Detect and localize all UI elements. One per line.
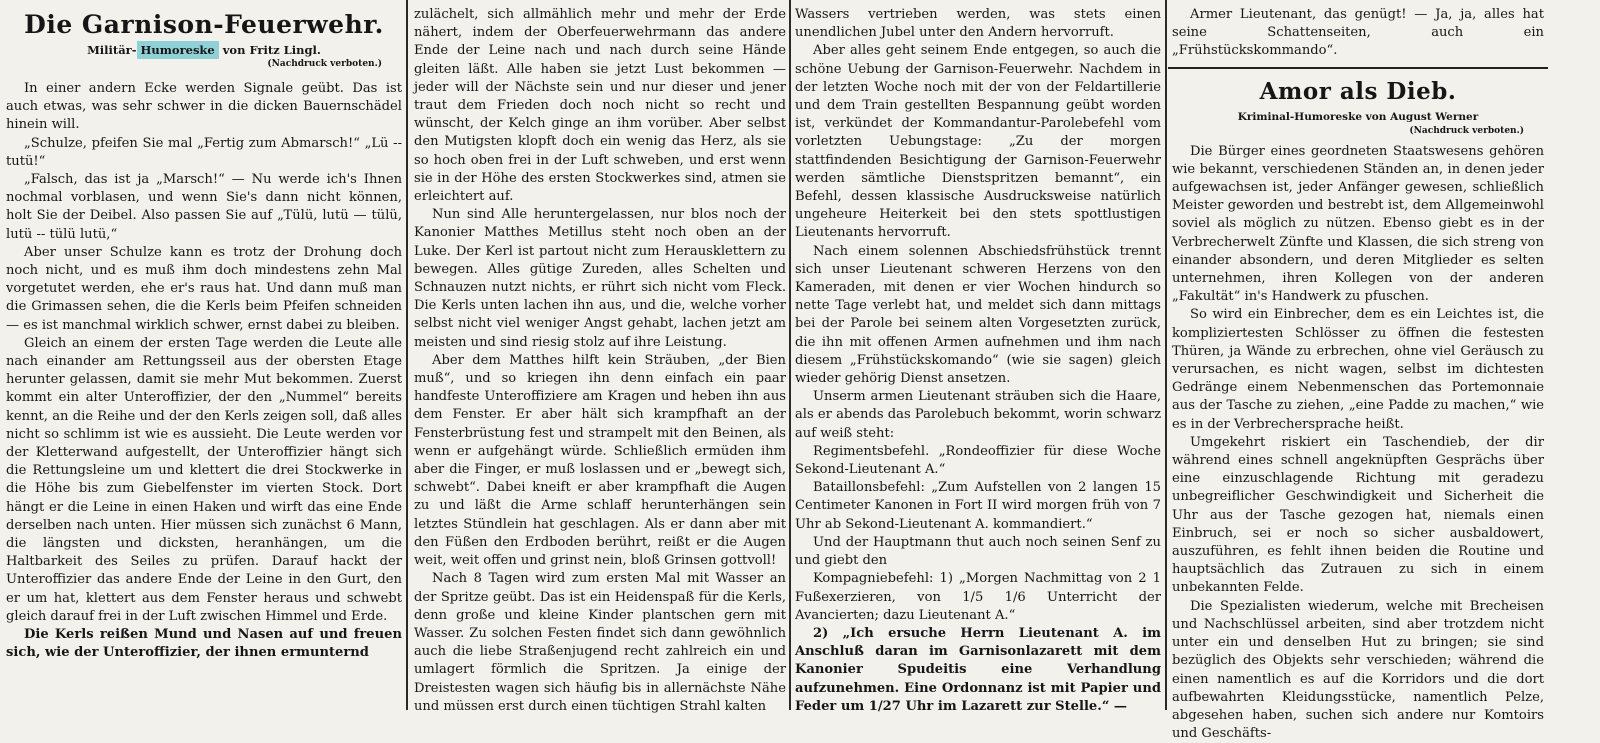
paragraph: „Schulze, pfeifen Sie mal „Fertig zum Abmarsch!“ „Lü -- tutü!“ xyxy=(6,135,402,169)
byline-prefix: Militär- xyxy=(87,43,137,57)
column-4 xyxy=(1172,6,1544,742)
article1-column-3 xyxy=(795,6,1161,714)
paragraph: Regimentsbefehl. „Rondeoffizier für diese Woche Sekond-Lieutenant A.“ xyxy=(795,443,1161,478)
paragraph: Unserm armen Lieutenant sträuben sich die Haare, als er abends das Parolebuch bekommt, worin schwarz auf weiß steht: xyxy=(795,389,1161,441)
byline-highlight: Humoreske xyxy=(137,41,219,59)
paragraph: Nach 8 Tagen wird zum ersten Mal mit Wasser an der Spritze geübt. Das ist ein Heidenspaß für die Kerls, denn große und kleine Kinder plantschen gern mit Wasser. Zu solchen Festen findet sich dann gewöhnlich auch die liebe Straßenjugend recht zahlreich ein und umlagert förmlich die Spritzen. Ja einige der Dreistesten wagen sich häufig bis in allernächste Nähe und müssen erst durch einen tüchtigen Strahl kalten xyxy=(414,571,786,714)
reprint-note: (Nachdruck verboten.) xyxy=(267,59,382,69)
paragraph: Nach einem solennen Abschiedsfrühstück trennt sich unser Lieutenant schweren Herzens von den Kameraden, mit denen er vier Wochen hindurch so nette Tage verlebt hat, und meldet sich dann mittags bei der Parole bei seinem alten Vorgesetzten zurück, die ihn mit offenen Armen aufnehmen und ihm nach diesem „Frühstückskomando“ (wie sie sagen) gleich wieder gehörig Dienst ansetzen. xyxy=(795,243,1161,387)
article1-byline xyxy=(6,42,402,58)
article1-column-1 xyxy=(6,6,402,706)
paragraph: „Falsch, das ist ja „Marsch!“ — Nu werde ich's Ihnen nochmal vorblasen, und wenn Sie's dann nicht können, holt Sie der Deibel. Also passen Sie auf „Tülü, lutü — tülü, lutü -- tülü lutü,“ xyxy=(6,172,402,242)
article1-column-2 xyxy=(414,6,786,714)
paragraph: Bataillonsbefehl: „Zum Aufstellen von 2 langen 15 Centimeter Kanonen in Fort II wird morgen früh von 7 Uhr ab Sekond-Lieutenant A. kommandiert.“ xyxy=(795,480,1161,532)
paragraph: Und der Hauptmann thut auch noch seinen Senf zu und giebt den xyxy=(795,534,1161,569)
paragraph: Aber alles geht seinem Ende entgegen, so auch die schöne Uebung der Garnison-Feuerwehr. Nachdem in der letzten Woche noch mit der von der Feldartillerie und dem Train gestellten Bespannung geübt worden ist, verkündet der Kommandantur-Parolebefehl vom vorletzten Uebungstage: „Zu der morgen stattfindenden Besichtigung der Garnison-Feuerwehr werden sämtliche Dienstspritzen bemannt“, ein Befehl, dessen klassische Ausdrucksweise natürlich ungeheure Heiterkeit bei den stets spottlustigen Lieutenants hervorruft. xyxy=(795,43,1161,241)
paragraph: Aber unser Schulze kann es trotz der Drohung doch noch nicht, und es muß ihm doch mindestens zehn Mal vorgetutet werden, ehe er's raus hat. Und dann muß man die Grimassen sehen, die die Kerls beim Pfeifen schneiden — es ist manchmal wirklich schwer, ernst dabei zu bleiben. xyxy=(6,244,402,333)
paragraph: Die Bürger eines geordneten Staatswesens gehören wie bekannt, verschiedenen Ständen an, in denen jeder aufgewachsen ist, jeder Anfänger gewesen, schließlich Meister geworden und bestrebt ist, dem Allgemeinwohl soviel als möglich zu nützen. Ebenso giebt es in der Verbrecherwelt Zünfte und Klassen, die sich streng von einander absondern, und deren Mitglieder es selten unternehmen, ihren Kollegen von der anderen „Fakultät“ in's Handwerk zu pfuschen. xyxy=(1172,143,1544,305)
paragraph: Umgekehrt riskiert ein Taschendieb, der dir während eines schnell angeknüpften Gesprächs über eine einzuschlagende Richtung mit geradezu unbegreiflicher Geschwindigkeit und Sicherheit die Uhr aus der Tasche gezogen hat, niemals einen Einbruch, sei er noch so sicher ausbaldowert, auszuführen, es fehlt ihnen beiden die Routine und hauptsächlich das Zutrauen zu sich in einem unbekannten Felde. xyxy=(1172,434,1544,596)
paragraph: Kompagniebefehl: 1) „Morgen Nachmittag von 2 1 Fußexerzieren, von 1/5 1/6 Unterricht der Avancierten; dazu Lieutenant A.“ xyxy=(795,571,1161,623)
paragraph: 2) „Ich ersuche Herrn Lieutenant A. im Anschluß daran im Garnisonlazarett mit dem Kanonier Spudeitis eine Verhandlung aufzunehmen. Eine Ordonnanz ist mit Papier und Feder um 1/27 Uhr im Lazarett zur Stelle.“ — xyxy=(795,625,1161,714)
column-divider xyxy=(789,0,791,710)
column-divider xyxy=(406,0,408,710)
paragraph: Armer Lieutenant, das genügt! — Ja, ja, alles hat seine Schattenseiten, auch ein „Frühstückskommando“. xyxy=(1172,7,1544,59)
article-separator xyxy=(1168,67,1548,69)
article2-byline: Kriminal-Humoreske von August Werner xyxy=(1237,110,1479,123)
column-divider xyxy=(1165,0,1167,710)
paragraph: Gleich an einem der ersten Tage werden die Leute alle nach einander am Rettungsseil aus der obersten Etage herunter gelassen, damit sie mehr Mut bekommen. Zuerst kommt ein alter Unteroffizier, der den „Nummel“ bereits kennt, an die Reihe und der den Kerls zeigen soll, daß alles nicht so schlimm ist wie es aussieht. Die Leute werden vor der Kletterwand aufgestellt, der Unteroffizier hängt sich die Rettungsleine um und klettert die drei Stockwerke in die Höhe bis zum Giebelfenster im vierten Stock. Dort hängt er die Leine in einen Haken und wirft das eine Ende derselben nach unten. Hier müssen sich zunächst 6 Mann, die längsten und dicksten, heranhängen, um die Haltbarkeit des Seiles zu prüfen. Darauf hackt der Unteroffizier das andere Ende der Leine in den Gurt, den er um hat, klettert aus dem Fenster heraus und schwebt gleich darauf frei in der Luft zwischen Himmel und Erde. xyxy=(6,335,402,624)
article2-reprint-note: (Nachdruck verboten.) xyxy=(1409,125,1524,136)
paragraph: zulächelt, sich allmählich mehr und mehr der Erde nähert, indem der Oberfeuerwehrmann das andere Ende der Leine nach und nach durch seine Hände gleiten läßt. Alle haben sie jetzt Lust bekommen — jeder will der Nächste sein und nur dieser und jener traut dem Frieden doch noch nicht so recht und wünscht, der Kelch ginge an ihm vorüber. Aber selbst den Mutigsten klopft doch ein wenig das Herz, als sie so hoch oben frei in der Luft schweben, und erst wenn sie in der Höhe des ersten Stockwerkes sind, atmen sie erleichtert auf. xyxy=(414,7,786,205)
article2-title: Amor als Dieb. xyxy=(1259,77,1457,105)
paragraph: Die Kerls reißen Mund und Nasen auf und freuen sich, wie der Unteroffizier, der ihnen ermunternd xyxy=(6,627,402,661)
paragraph: Aber dem Matthes hilft kein Sträuben, „der Bien muß“, und so kriegen ihn denn einfach ein paar handfeste Unteroffiziere am Kragen und heben ihn aus dem Fenster. Er aber hält sich krampfhaft an der Fensterbrüstung fest und strampelt mit den Beinen, als wenn er aufgehängt würde. Schließlich ermüden ihm aber die Finger, er muß loslassen und er „bewegt sich, schwebt“. Dabei kneift er aber krampfhaft die Augen zu und läßt die Arme schlaff herunterhängen sein letztes Stündlein hat geschlagen. Als er dann aber mit den Füßen den Erdboden berührt, reißt er die Augen weit, weit offen und grinst nein, bloß Grinsen gottvoll! xyxy=(414,352,786,569)
paragraph: Wassers vertrieben werden, was stets einen unendlichen Jubel unter den Andern hervorruft. xyxy=(795,7,1161,41)
article1-title: Die Garnison-Feuerwehr. xyxy=(24,10,384,39)
paragraph: Die Spezialisten wiederum, welche mit Brecheisen und Nachschlüssel arbeiten, sind aber trotzdem nicht unter ein und denselben Hut zu bringen; sie sind bezüglich des Objekts sehr verschieden; während die einen namentlich es auf die Korridors und die dort aufbewahrten Kleidungsstücke, namentlich Pelze, abgesehen haben, suchen sich andere nur Komtoirs und Geschäfts- xyxy=(1172,598,1544,742)
paragraph: In einer andern Ecke werden Signale geübt. Das ist auch etwas, was sehr schwer in die dicken Bauernschädel hinein will. xyxy=(6,81,402,133)
paragraph: Nun sind Alle heruntergelassen, nur blos noch der Kanonier Matthes Metillus steht noch oben an der Luke. Der Kerl ist partout nicht zum Herausklettern zu bewegen. Alles gütige Zureden, alles Schelten und Schnauzen nutzt nichts, er rührt sich nicht vom Fleck. Die Kerls unten lachen ihn aus, und die, welche vorher selbst nicht viel weniger Angst gehabt, lachen jetzt am meisten und sind riesig stolz auf ihre Leistung. xyxy=(414,207,786,350)
paragraph: So wird ein Einbrecher, dem es ein Leichtes ist, die kompliziertesten Schlösser zu öffnen die festesten Thüren, ja Wände zu erbrechen, ohne viel Geräusch zu verursachen, es nicht wagen, selbst im dichtesten Gedränge einem Nebenmenschen das Portemonnaie aus der Tasche zu ziehen, „eine Padde zu machen,“ wie es in der Verbrechersprache heißt. xyxy=(1172,307,1544,432)
byline-suffix: von Fritz Lingl. xyxy=(218,43,321,57)
